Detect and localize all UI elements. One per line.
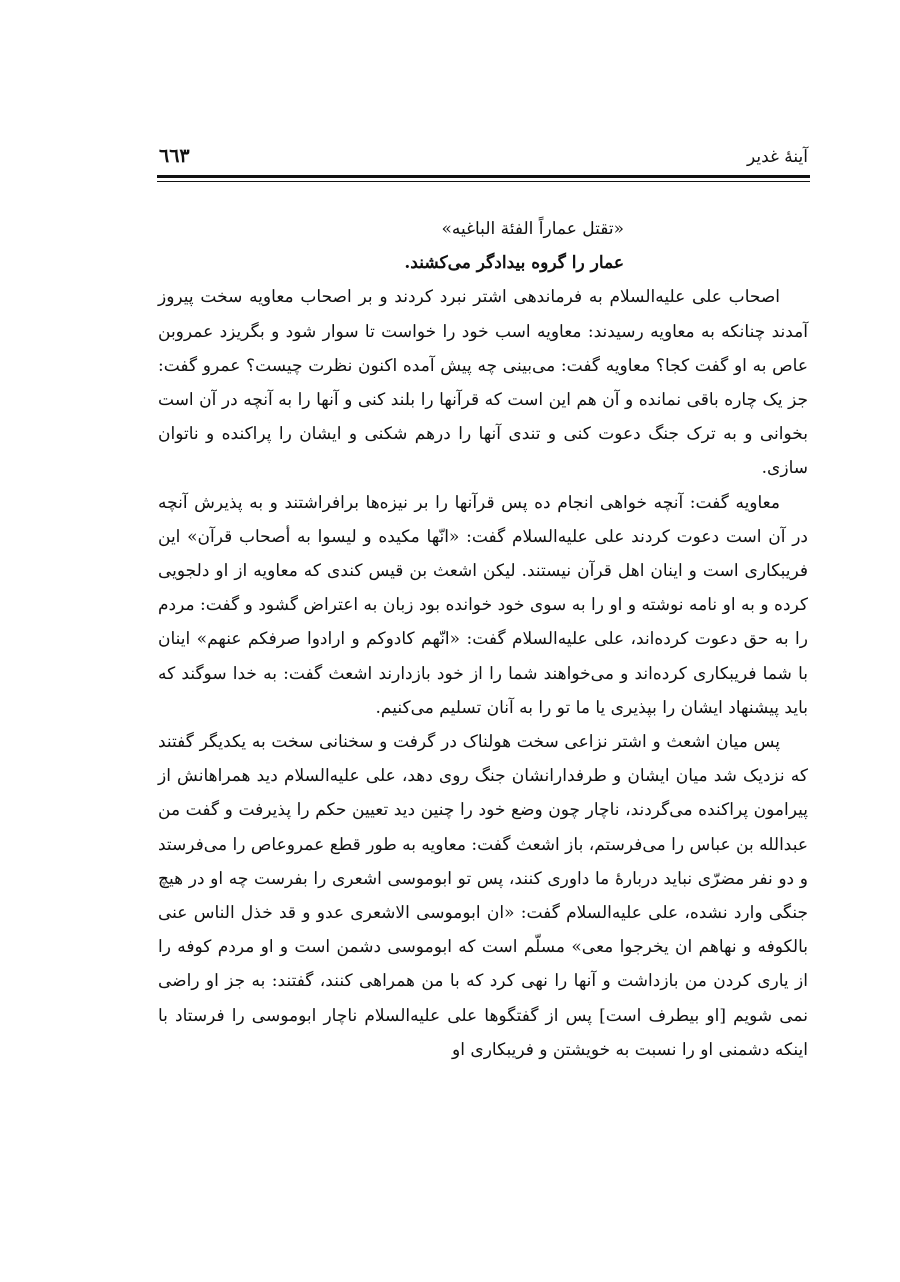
paragraph: پس ميان اشعث و اشتر نزاعى سخت هولناک در گرفت و سخنانى سخت به يكديگر گفتند كه نزديک شد ميان ايشان و طرفدارانشان جنگ روى دهد، على عليه‌السلام ديد همراهانش از پيرامون پراكنده مى‌گردند، ناچار چون وضع خود را چنين ديد تعيين حكم را پذيرفت و گفت من عبدالله بن عباس را مى‌فرستم، باز اشعث گفت: معاويه به طور قطع عمروعاص را مى‌فرستد و دو نفر مضرّى نبايد دربارهٔ ما داورى كنند، پس تو ابوموسى اشعرى را بفرست چه او در هيچ جنگى وارد نشده، على عليه‌السلام گفت: «ان ابوموسى الاشعرى عدو و قد خذل الناس عنى بالكوفه و نهاهم ان يخرجوا معى» مسلّم است كه ابوموسى دشمن است و او مردم كوفه را از يارى كردن من بازداشت و آنها را نهى كرد كه با من همراهى كنند، گفتند: به جز او راضى نمى شويم [او بيطرف است] پس از گفتگوها على عليه‌السلام ناچار ابوموسى را فرستاد با اينكه دشمنى او را نسبت به خويشتن و فريبكارى او [158, 732, 808, 1060]
hadith-quote: «تقتل عماراً الفئة الباغيه» [441, 219, 624, 239]
paragraph: معاويه گفت: آنچه خواهى انجام ده پس قرآنها را بر نيزه‌ها برافراشتند و به پذيرش آنچه در آن است دعوت كردند على عليه‌السلام گفت: «انّها مكيده و ليسوا به أصحاب قرآن» اين فريبكارى است و اينان اهل قرآن نيستند. ليكن اشعث بن قيس كندى كه معاويه از او دلجويى كرده و به او نامه نوشته و او را به سوى خود خوانده بود زبان به اعتراض گشود و گفت: مردم را به حق دعوت كرده‌اند، على عليه‌السلام گفت: «انّهم كادوكم و ارادوا صرفكم عنهم» اينان با شما فريبكارى كرده‌اند و مى‌خواهند شما را از خود بازدارند اشعث گفت: به خدا سوگند كه بايد پيشنهاد ايشان را بپذيرى يا ما تو را به آنان تسليم مى‌كنيم. [158, 492, 808, 718]
header-rule-thin [157, 181, 810, 182]
book-title: آينهٔ غدير [746, 147, 808, 167]
page-body [158, 212, 808, 1067]
hadith-translation: عمار را گروه بيدادگر مى‌كشند. [404, 253, 624, 274]
header-rule-thick [157, 175, 810, 178]
page-number: ٦٦٣ [159, 145, 190, 167]
paragraph: اصحاب على عليه‌السلام به فرماندهى اشتر نبرد كردند و بر اصحاب معاويه سخت پيروز آمدند چنانكه به معاويه رسيدند: معاويه اسب خود را خواست تا سوار شود و بگريزد عمروبن عاص به او گفت كجا؟ معاويه گفت: مى‌بينى چه پيش آمده اكنون نظرت چيست؟ عمرو گفت: جز يک چاره باقى نمانده و آن هم اين است كه قرآنها را بلند كنى و آنها را به آنچه در آن است بخوانى و به ترک جنگ دعوت كنى و تندى آنها را درهم شكنى و ايشان را پراكنده و ناتوان سازى. [158, 287, 808, 479]
running-header [157, 143, 810, 177]
